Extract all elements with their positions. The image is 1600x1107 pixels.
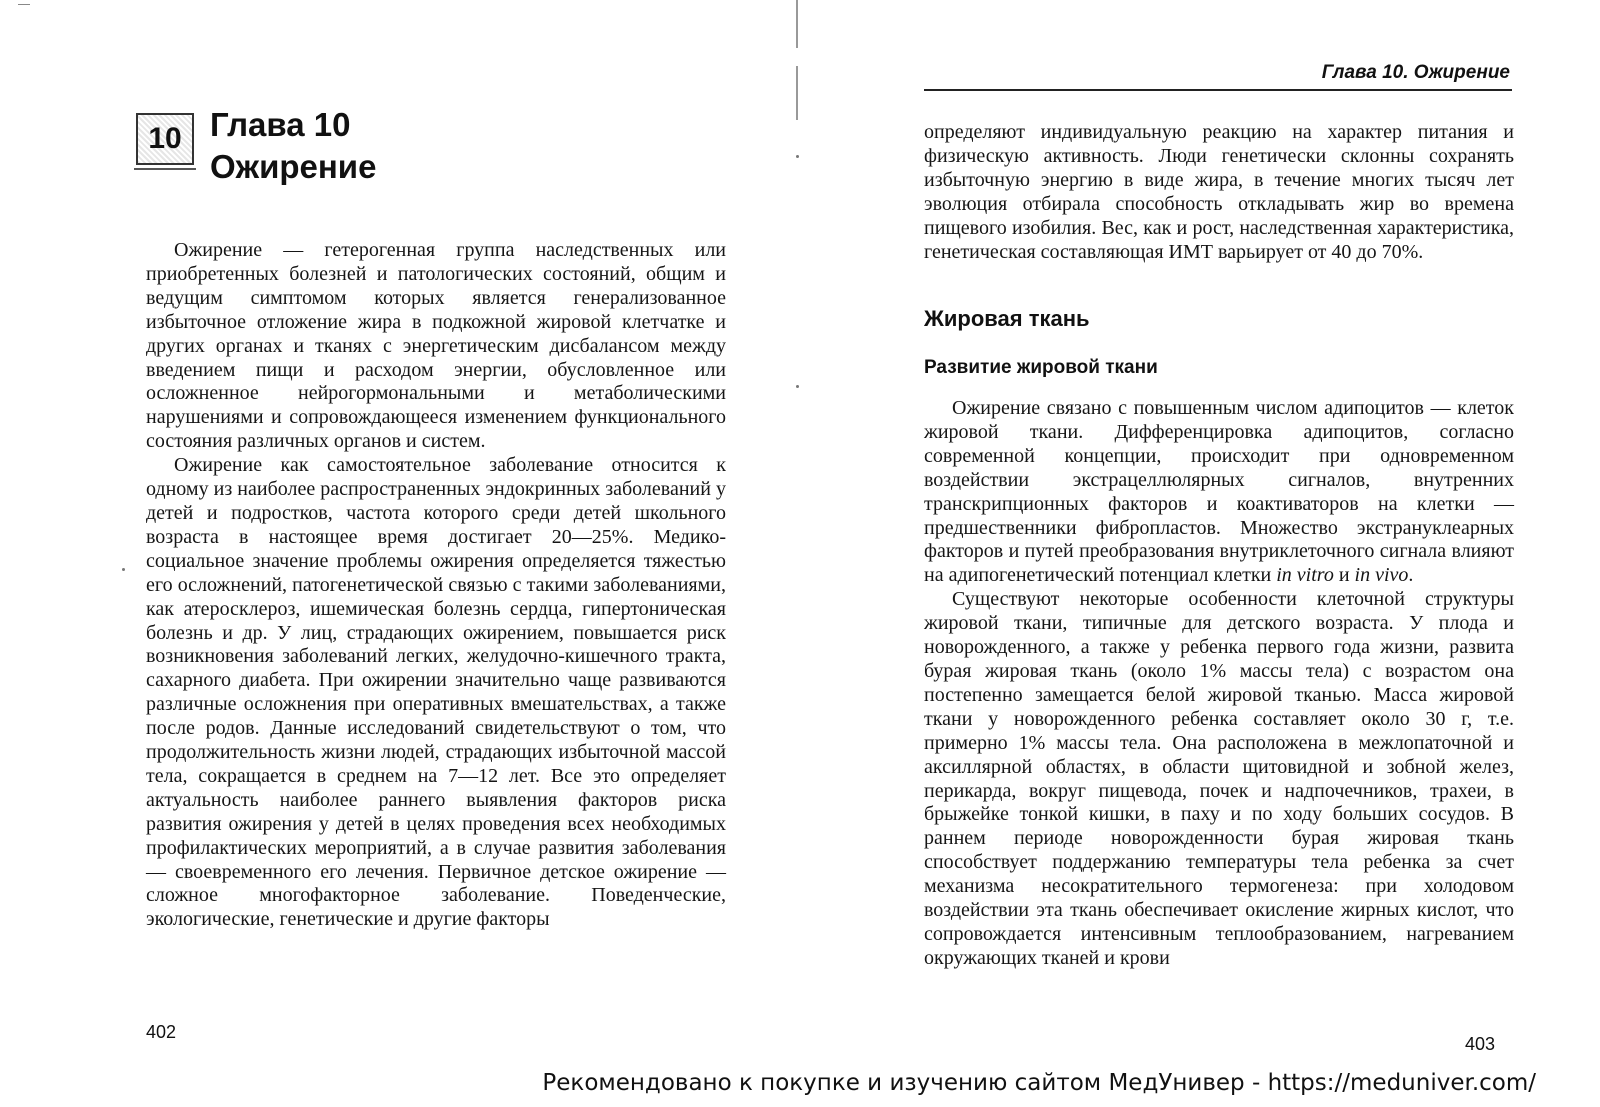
paragraph — [924, 397, 1514, 588]
paragraph: Ожирение как самостоятельное заболевание относится к одному из наиболее распространенных эндокринных заболеваний у детей и подростков, частота которого среди детей школьного возраста в настоящее время достигает 20—25%. Медико-социальное значение проблемы ожирения определяется тяжестью его осложнений, патогенетической связью с такими заболеваниями, как атеросклероз, ишемическая болезнь сердца, гипертоническая болезнь и др. У лиц, страдающих ожирением, повышается риск возникновения заболеваний легких, желудочно-кишечного тракта, сахарного диабета. При ожирении значительно чаще развиваются различные осложнения при оперативных вмешательствах, а также после родов. Данные исследований свидетельствуют о том, что продолжительность жизни людей, страдающих избыточной массой тела, сокращается в среднем на 7—12 лет. Все это определяет актуальность наиболее раннего выявления факторов риска развития ожирения у детей в целях проведения всех необходимых профилактических мероприятий, а в случае развития заболевания — своевременного его лечения. Первичное детское ожирение — сложное многофакторное заболевание. Поведенческие, экологические, генетические и другие факторы — [146, 454, 726, 931]
chapter-title-line1: Глава 10 — [210, 106, 351, 143]
left-page — [0, 0, 790, 1060]
chapter-number-badge — [136, 113, 194, 165]
running-head: Глава 10. Ожирение — [1321, 62, 1510, 83]
badge-underline — [134, 168, 196, 170]
text-run: . — [1408, 564, 1414, 587]
running-head-rule — [924, 89, 1512, 91]
italic-term: in vivo — [1354, 564, 1409, 587]
italic-term: in vitro — [1276, 564, 1334, 587]
paragraph: Существуют некоторые особенности клеточной структуры жировой ткани, типичные для детского возраста. У плода и новорожденного, а также у ребенка первого года жизни, развита бурая жировая ткань (около 1% массы тела) с возрастом она постепенно замещается белой жировой тканью. Масса жировой ткани у новорожденного ребенка составляет около 30 г, т.е. примерно 1% массы тела. Она расположена в межлопаточной и аксиллярной областях, в области щитовидной и зобной желез, перикарда, вокруг пищевода, почек и надпочечников, трахеи, в брыжейке тонкой кишки, в паху и по ходу больших сосудов. В раннем периоде новорожденности бурая жировая ткань способствует поддержанию температуры тела ребенка за счет механизма несократительного термогенеза: при холодовом воздействии эта ткань обеспечивает окисление жирных кислот, что сопровождается интенсивным теплообразованием, нагреванием окружающих тканей и крови — [924, 588, 1514, 969]
book-gutter — [796, 0, 798, 120]
text-run: и — [1333, 564, 1355, 587]
page-number-left: 402 — [146, 1022, 177, 1042]
section-heading: Жировая ткань — [924, 306, 1090, 331]
footer-watermark: Рекомендовано к покупке и изучению сайтом МедУнивер - https://meduniver.com/ — [542, 1070, 1536, 1096]
gutter-dot — [796, 155, 799, 158]
scan-dot — [122, 568, 125, 571]
gutter-dot — [796, 385, 799, 388]
left-page-body — [146, 239, 726, 932]
chapter-number: 10 — [148, 122, 182, 155]
right-page-continuation — [924, 121, 1514, 264]
chapter-title-line2: Ожирение — [210, 148, 377, 185]
paragraph: определяют индивидуальную реакцию на характер питания и физическую активность. Люди генетически склонны сохранять избыточную энергию в виде жира, в течение многих тысяч лет эволюция отбирала способность откладывать жир во времена пищевого изобилия. Вес, как и рост, наследственная характеристика, генетическая составляющая ИМТ варьирует от 40 до 70%. — [924, 121, 1514, 263]
chapter-title — [210, 104, 376, 188]
paragraph: Ожирение — гетерогенная группа наследственных или приобретенных болезней и патологических состояний, общим и ведущим симптомом которых является генерализованное избыточное отложение жира в подкожной жировой клетчатке и других органах и тканях с энергетическим дисбалансом между введением пищи и расходом энергии, обусловленное или осложненное нейрогормональными и метаболическими нарушениями и сопровождающееся изменением функционального состояния различных органов и систем. — [146, 239, 726, 453]
right-page-body — [924, 397, 1514, 971]
subsection-heading: Развитие жировой ткани — [924, 357, 1158, 378]
page-number-right: 403 — [1465, 1034, 1496, 1054]
text-run: Ожирение связано с повышенным числом адипоцитов — клеток жировой ткани. Дифференцировка адипоцитов, согласно современной концепции, происходит при одновременном воздействии экстрацеллюлярных сигналов, внутренних транскрипционных факторов и коактиваторов на клетки — предшественники фибропластов. Множество экстрануклеарных факторов и путей преобразования внутриклеточного сигнала влияют на адипогенетический потенциал клетки — [924, 397, 1514, 587]
